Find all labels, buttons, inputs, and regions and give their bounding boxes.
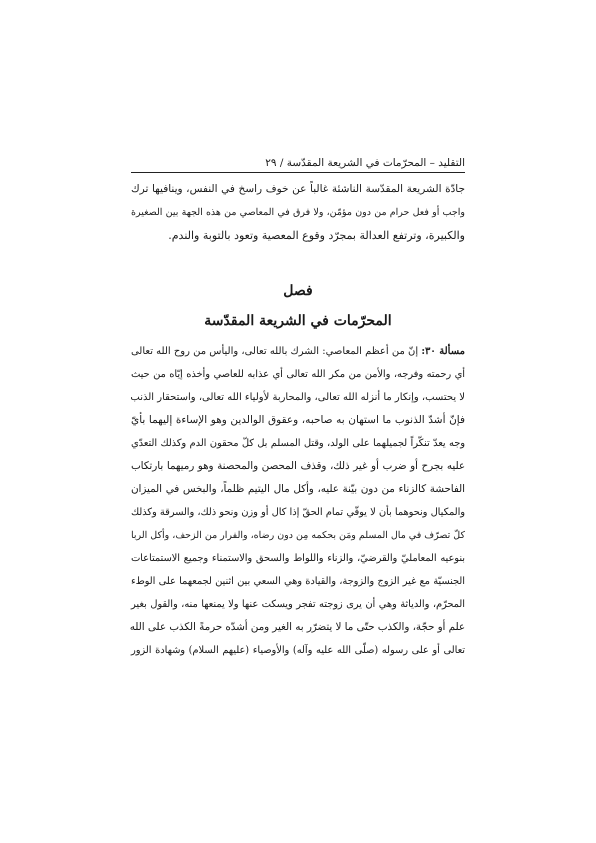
intro-paragraph xyxy=(131,178,465,247)
paragraph-line: المحرّم، والدياثة وهي أن يرى زوجته تفجر ويسكت عنها ولا يمنعها منه، والقول بغير xyxy=(131,599,465,610)
paragraph-line: كلّ تصرّف في مال المسلم ومَن بحكمه مِن دون رضاه، والفرار من الزحف، وأكل الربا xyxy=(130,530,465,541)
issue-label: مسألة ٣٠: xyxy=(421,346,465,357)
paragraph-line: فإنّ أشدّ الذنوب ما استهان به صاحبه، وعقوق الوالدين وهو الإساءة إليهما بأيّ xyxy=(131,414,465,426)
running-head: التقليد – المحرّمات في الشريعة المقدّسة / ٢٩ xyxy=(265,157,465,169)
paragraph-line: وجه يعدّ تنكّراً لجميلهما على الولد، وقتل المسلم بل كلّ محقون الدم وكذلك التعدّي xyxy=(131,438,465,449)
paragraph-line: أي رحمته وفرجه، والأمن من مكر الله تعالى أي عذابه للعاصي وأخذه إيّاه من حيث xyxy=(131,369,465,380)
paragraph-line: الفاحشة كالزناء من دون بيّنة عليه، وأكل مال اليتيم ظلماً، والبخس في الميزان xyxy=(131,483,465,495)
paragraph-line: علم أو حجّة، والكذب حتّى ما لا يتضرّر به الغير ومن أشدّه حرمةً الكذب على الله xyxy=(129,621,465,633)
paragraph-line: والمكيال ونحوهما بأن لا يوفّي تمام الحقّ إذا كال أو وزن ونحو ذلك، والسرقة وكذلك xyxy=(131,507,465,518)
paragraph-line: والكبيرة، وترتفع العدالة بمجرّد وقوع المعصية وتعود بالتوبة والندم. xyxy=(168,229,465,242)
issue-first-line-text: إنّ من أعظم المعاصي: الشرك بالله تعالى، واليأس من روح الله تعالى xyxy=(130,346,419,357)
paragraph-line: عليه بجرح أو ضرب أو غير ذلك، وقذف المحصن والمحصنة وهو رميهما بارتكاب xyxy=(131,460,465,472)
paragraph-line: جادّة الشريعة المقدّسة الناشئة غالباً عن خوف راسخ في النفس، وينافيها ترك xyxy=(131,183,465,195)
issue-paragraph xyxy=(131,340,465,662)
header-rule xyxy=(131,172,465,173)
paragraph-line: واجب أو فعل حرام من دون مؤمّن، ولا فرق في المعاصي من هذه الجهة بين الصغيرة xyxy=(131,207,465,218)
section-title: المحرّمات في الشريعة المقدّسة xyxy=(204,313,392,329)
paragraph-line: لا يحتسب، وإنكار ما أنزله الله تعالى، والمحاربة لأولياء الله تعالى، واستحقار الذنب xyxy=(130,392,465,403)
paragraph-line: الجنسيّة مع غير الزوج والزوجة، والقيادة وهي السعي بين اثنين لجمعهما على الوطء xyxy=(131,576,465,587)
section-heading: فصل xyxy=(283,283,313,299)
paragraph-line: تعالى أو على رسوله (صلّى الله عليه وآله) والأوصياء (عليهم السلام) وشهادة الزور xyxy=(131,645,465,656)
paragraph-line: بنوعيه المعامليّ والقرضيّ، والزناء واللواط والسحق والاستمناء وجميع الاستمتاعات xyxy=(131,553,465,564)
paragraph-line xyxy=(131,340,465,363)
